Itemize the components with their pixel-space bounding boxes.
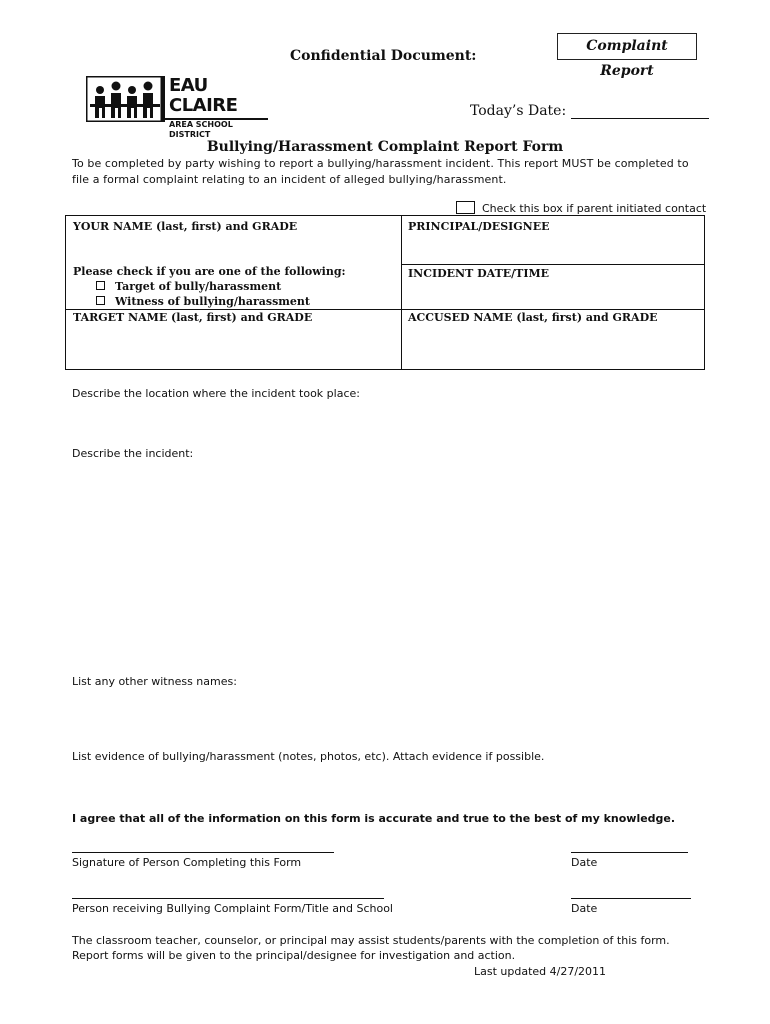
date-label-1: Date bbox=[571, 856, 598, 869]
your-name-label: YOUR NAME (last, first) and GRADE bbox=[73, 220, 298, 233]
district-logo bbox=[86, 75, 268, 139]
receiver-line[interactable] bbox=[72, 898, 384, 899]
witness-option[interactable] bbox=[96, 295, 310, 308]
please-check-label: Please check if you are one of the following: bbox=[73, 265, 346, 278]
date-line-1[interactable] bbox=[571, 852, 688, 853]
complaint-report-badge: Complaint Report bbox=[557, 33, 697, 60]
target-option[interactable] bbox=[96, 280, 281, 293]
target-checkbox[interactable] bbox=[96, 281, 105, 290]
accused-name-label: ACCUSED NAME (last, first) and GRADE bbox=[408, 311, 658, 324]
location-prompt: Describe the location where the incident took place: bbox=[72, 387, 360, 400]
signature-line[interactable] bbox=[72, 852, 334, 853]
info-grid bbox=[65, 215, 705, 370]
todays-date-label: Today’s Date: bbox=[470, 103, 567, 119]
date-label-2: Date bbox=[571, 902, 598, 915]
incident-date-label: INCIDENT DATE/TIME bbox=[408, 267, 550, 280]
evidence-prompt: List evidence of bullying/harassment (notes, photos, etc). Attach evidence if possible. bbox=[72, 750, 545, 763]
logo-line1: EAU CLAIRE bbox=[169, 75, 238, 116]
logo-line2: AREA SCHOOL DISTRICT bbox=[165, 118, 268, 140]
assistance-note: The classroom teacher, counselor, or principal may assist students/parents with the completion of this form. Report forms will be given to the principal/designee for investigation and action. bbox=[72, 934, 670, 962]
parent-initiated-checkbox[interactable] bbox=[456, 201, 475, 214]
confidential-heading: Confidential Document: bbox=[290, 48, 477, 64]
grid-divider bbox=[401, 216, 402, 369]
date-line-2[interactable] bbox=[571, 898, 691, 899]
principal-label: PRINCIPAL/DESIGNEE bbox=[408, 220, 550, 233]
todays-date-field[interactable] bbox=[571, 104, 709, 119]
grid-divider bbox=[401, 264, 705, 265]
receiver-label: Person receiving Bullying Complaint Form/Title and School bbox=[72, 902, 393, 915]
agreement-statement: I agree that all of the information on this form is accurate and true to the best of my knowledge. bbox=[72, 812, 676, 825]
intro-text: To be completed by party wishing to report a bullying/harassment incident. This report MUST be completed to file a formal complaint relating to an incident of alleged bullying/harassment. bbox=[72, 157, 689, 186]
last-updated: Last updated 4/27/2011 bbox=[474, 965, 607, 978]
form-title: Bullying/Harassment Complaint Report Form bbox=[206, 139, 564, 155]
witness-option-label: Witness of bullying/harassment bbox=[115, 295, 311, 308]
target-option-label: Target of bully/harassment bbox=[115, 280, 282, 293]
incident-prompt: Describe the incident: bbox=[72, 447, 194, 460]
signature-label: Signature of Person Completing this Form bbox=[72, 856, 302, 869]
witness-names-prompt: List any other witness names: bbox=[72, 675, 237, 688]
todays-date-line bbox=[470, 103, 709, 119]
witness-checkbox[interactable] bbox=[96, 296, 105, 305]
parent-initiated-label: Check this box if parent initiated contact bbox=[482, 202, 707, 215]
target-name-label: TARGET NAME (last, first) and GRADE bbox=[73, 311, 313, 324]
grid-divider bbox=[66, 309, 705, 310]
